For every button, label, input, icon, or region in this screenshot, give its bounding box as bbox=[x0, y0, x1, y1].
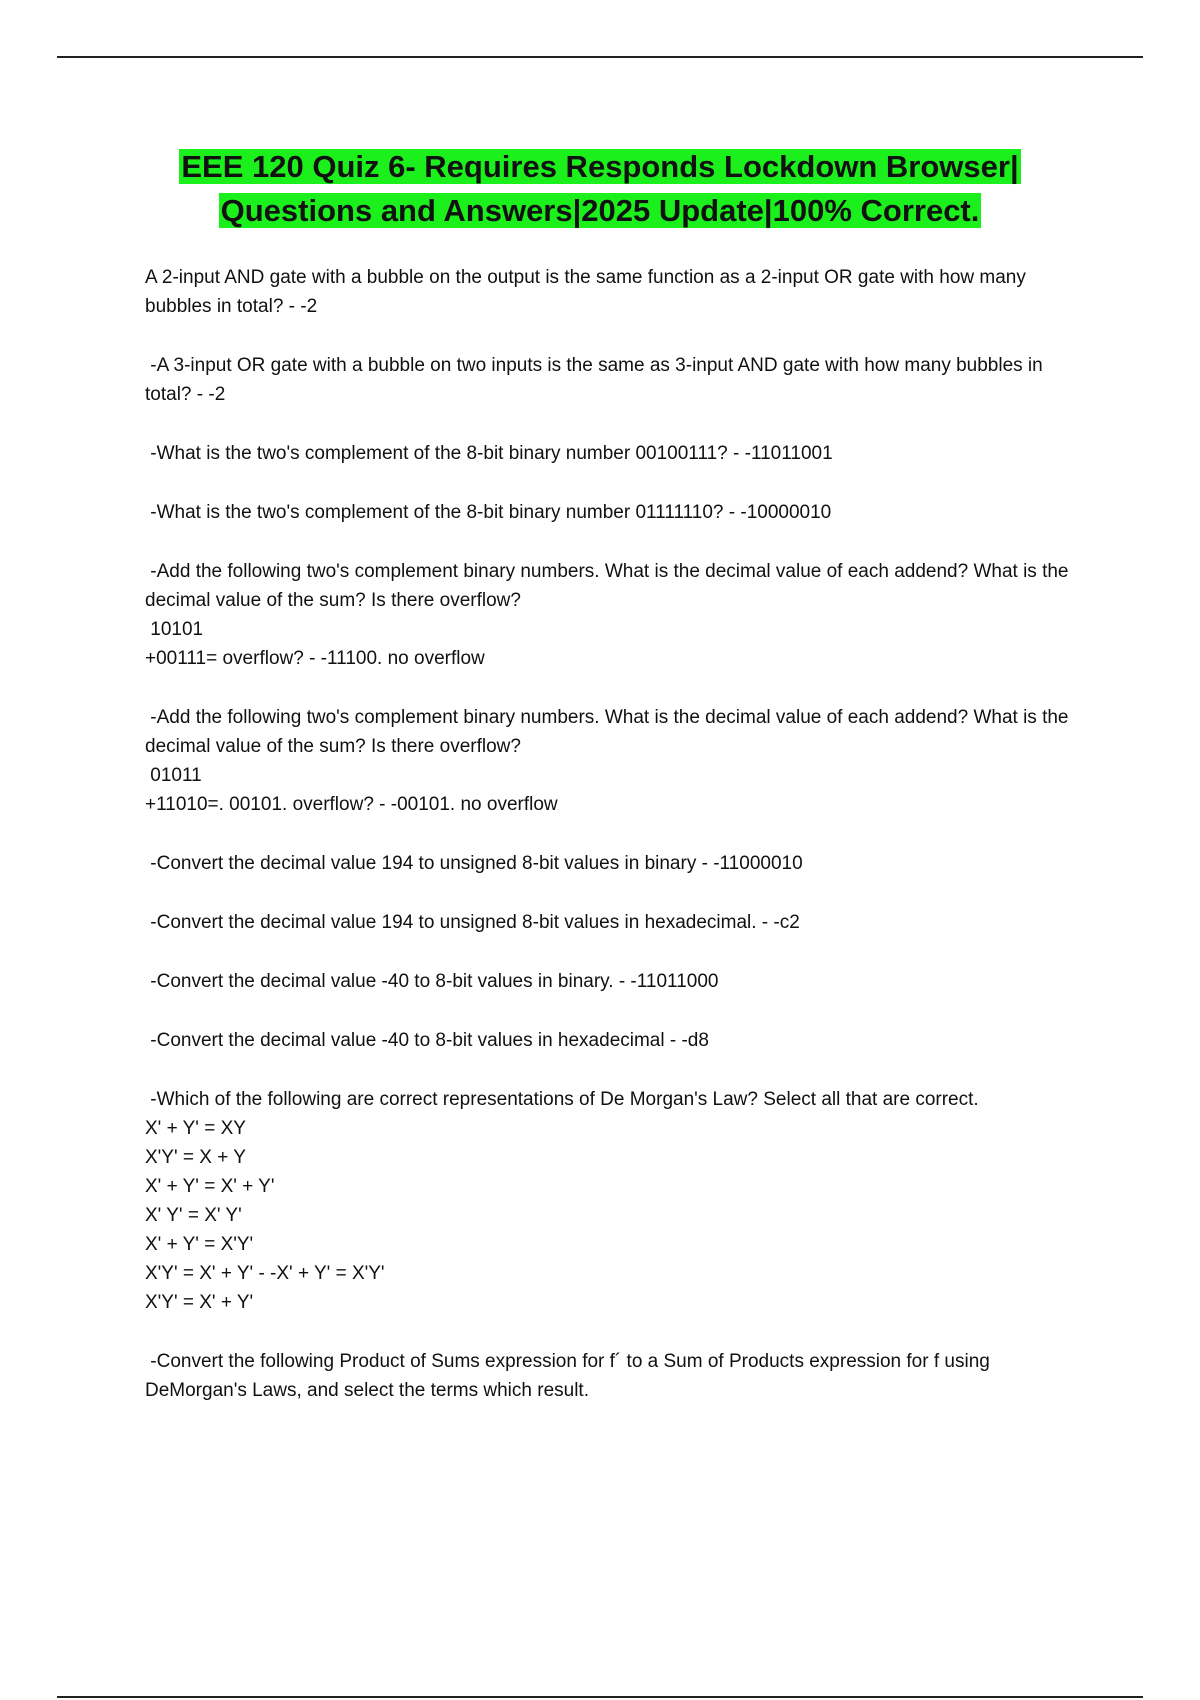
question-block bbox=[145, 351, 1090, 409]
title-line-1: EEE 120 Quiz 6- Requires Responds Lockdown Browser| bbox=[181, 149, 1019, 184]
question-list bbox=[145, 263, 1090, 1435]
question-text: -What is the two's complement of the 8-bit binary number 01111110? - -10000010 bbox=[145, 502, 832, 523]
question-block bbox=[145, 557, 1090, 673]
question-text: -Convert the decimal value -40 to 8-bit values in binary. - -11011000 bbox=[145, 971, 719, 992]
question-text: -Add the following two's complement binary numbers. What is the decimal value of each addend? What is the decimal value of the sum? Is there overflow? bbox=[145, 707, 1074, 757]
question-line: X' + Y' = X' + Y' bbox=[145, 1176, 275, 1197]
question-line: X' + Y' = XY bbox=[145, 1118, 246, 1139]
question-line: X' Y' = X' Y' bbox=[145, 1205, 242, 1226]
question-text: A 2-input AND gate with a bubble on the output is the same function as a 2-input OR gate with how many bubbles in total? - -2 bbox=[145, 267, 1032, 317]
top-rule bbox=[57, 56, 1143, 58]
question-text: -Convert the decimal value 194 to unsigned 8-bit values in hexadecimal. - -c2 bbox=[145, 912, 800, 933]
question-line: +11010=. 00101. overflow? - -00101. no overflow bbox=[145, 794, 558, 815]
question-line: X'Y' = X' + Y' - -X' + Y' = X'Y' bbox=[145, 1263, 385, 1284]
question-block bbox=[145, 498, 1090, 527]
question-text: -What is the two's complement of the 8-bit binary number 00100111? - -11011001 bbox=[145, 443, 833, 464]
question-text: -Which of the following are correct representations of De Morgan's Law? Select all that are correct. bbox=[145, 1089, 979, 1110]
question-text: -Convert the following Product of Sums expression for f´ to a Sum of Products expression for f using DeMorgan's Laws, and select the terms which result. bbox=[145, 1351, 996, 1401]
question-line: X' + Y' = X'Y' bbox=[145, 1234, 254, 1255]
title-line-2: Questions and Answers|2025 Update|100% Correct. bbox=[220, 193, 980, 228]
question-block bbox=[145, 967, 1090, 996]
document-title bbox=[100, 145, 1100, 233]
question-line: X'Y' = X' + Y' bbox=[145, 1292, 254, 1313]
question-block bbox=[145, 703, 1090, 819]
question-text: -Convert the decimal value -40 to 8-bit values in hexadecimal - -d8 bbox=[145, 1030, 709, 1051]
question-line: 10101 bbox=[145, 619, 204, 640]
bottom-rule bbox=[57, 1696, 1143, 1698]
question-text: -A 3-input OR gate with a bubble on two inputs is the same as 3-input AND gate with how many bubbles in total? - -2 bbox=[145, 355, 1049, 405]
question-line: +00111= overflow? - -11100. no overflow bbox=[145, 648, 485, 669]
question-block bbox=[145, 439, 1090, 468]
question-block bbox=[145, 908, 1090, 937]
question-block bbox=[145, 1347, 1090, 1405]
question-block bbox=[145, 1085, 1090, 1317]
question-line: 01011 bbox=[145, 765, 202, 786]
question-text: -Convert the decimal value 194 to unsigned 8-bit values in binary - -11000010 bbox=[145, 853, 803, 874]
question-block bbox=[145, 1026, 1090, 1055]
question-block bbox=[145, 263, 1090, 321]
question-block bbox=[145, 849, 1090, 878]
question-line: X'Y' = X + Y bbox=[145, 1147, 246, 1168]
question-text: -Add the following two's complement binary numbers. What is the decimal value of each addend? What is the decimal value of the sum? Is there overflow? bbox=[145, 561, 1074, 611]
